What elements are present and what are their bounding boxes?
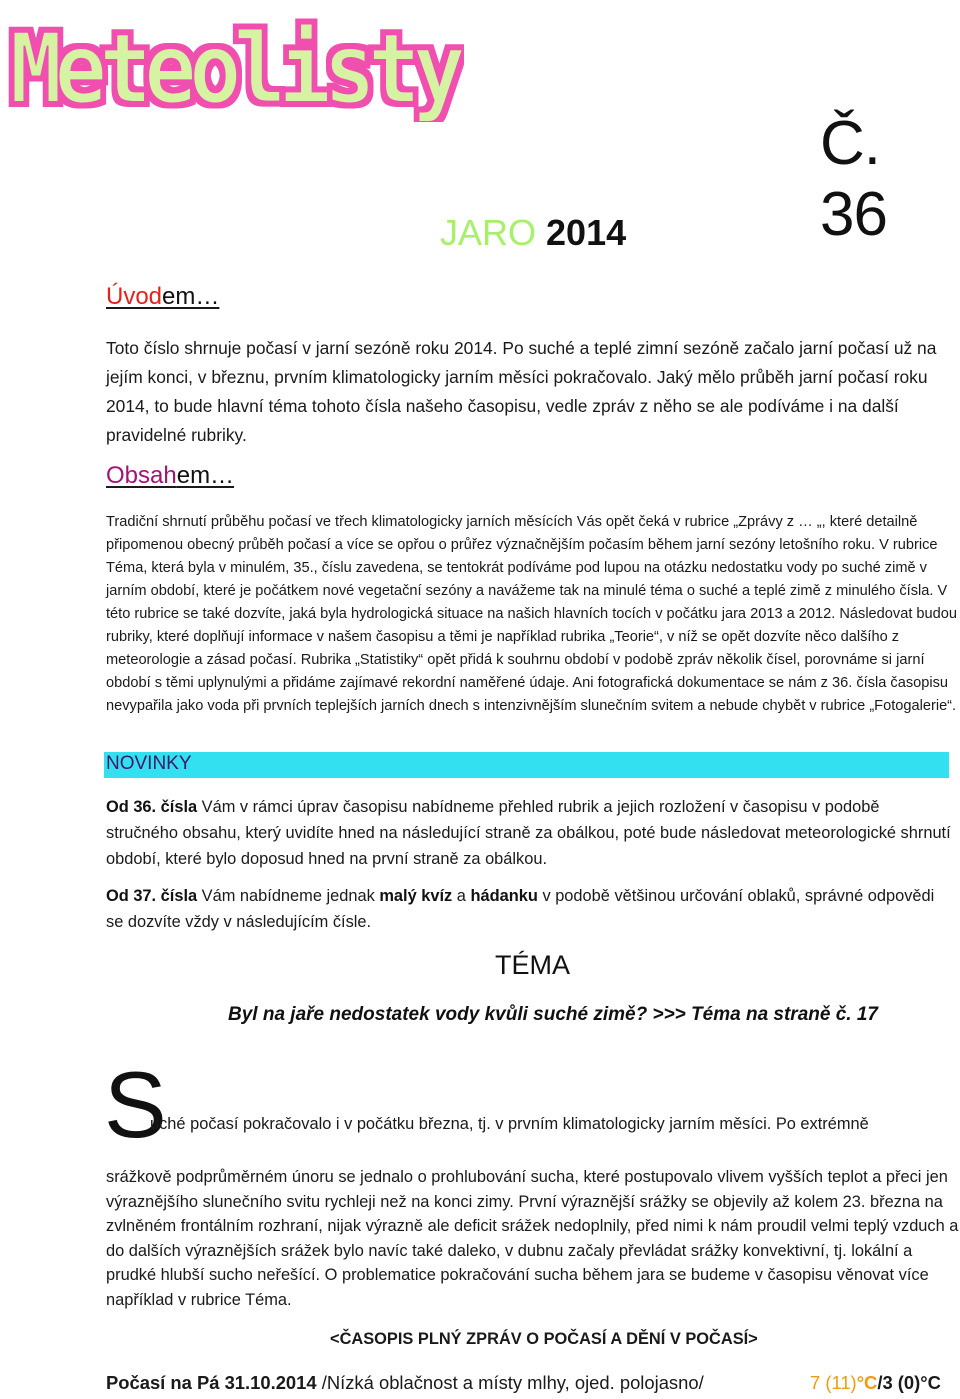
temp-min-alt: (0): [892, 1372, 921, 1393]
logo-text: Meteolisty: [10, 13, 464, 122]
theme-heading: TÉMA: [495, 950, 571, 980]
heading-uvod: [106, 283, 219, 311]
news-item-1-text: Vám v rámci úprav časopisu nabídneme přehled rubrik a jejich rozložení v časopisu v podobě stručného obsahu, který uvidíte hned na následující straně za obálkou, poté bude následovat meteorologické shrnutí období, které bylo doposud hned na první straně za obálkou.: [106, 798, 951, 868]
issue-number: Č. 36: [820, 109, 887, 249]
contents-paragraph: Tradiční shrnutí průběhu počasí ve třech klimatologicky jarních měsících Vás opět čeká v rubrice „Zprávy z … „, které detailně připomenou obecný průběh počasí a více se opřou o průřez význačnějším počasím během jarní sezóny letošního roku. V rubrice Téma, která byla v minulém, 35., číslu zavedena, se tentokrát podíváme pod lupou na otázku nedostatku vody po suché zimě v jarním období, které je počátkem nové vegetační sezóny a navážeme tak na minulé téma o suché a teplé zimě z minulého čísla. V této rubrice se také dozvíte, jaká byla hydrologická situace na našich hlavních tocích v počátku jara 2013 a 2012. Následovat budou rubriky, které doplňují informace v našem časopisu a těmi je například rubrika „Teorie“, v níž se opět dozvíte něco dalšího z meteorologie a zásad počasí. Rubrika „Statistiky“ opět přidá k souhrnu období v podobě zpráv několik čísel, porovnáme si jarní období s těmi uplynulými a přidáme zajímavé rekordní naměřené údaje. Ani fotografická dokumentace se nám z 36. čísla časopisu nevypařila jako voda při prvních teplejších jarních dnech s intenzivnějším slunečním svitem a nebude chybět v rubrice „Fotogalerie“.: [106, 514, 958, 714]
forecast-description: /Nízká oblačnost a místy mlhy, ojed. polojasno/: [316, 1372, 704, 1393]
season-title: [440, 212, 626, 254]
news-item-2-lead: Od 37. čísla: [106, 887, 198, 905]
news-item-2-quiz: malý kvíz: [379, 887, 453, 905]
article-body: srážkově podprůměrném únoru se jednalo o prohlubování sucha, které postupovalo vlivem vyšších teplot a přeci jen výraznějšího slunečního svitu rychleji než na konci zimy. První výraznější srážky se objevily až kolem 23. března na zvlněném frontálním rozhraní, nijak výrazně ale deficit srážek nedoplnily, před nimi k nám proudil velmi teplý vzduch a do dalších výraznějších srážek bylo navíc také daleko, v dubnu začaly převládat srážky konvektivní, tj. lokální a prudké hlubší sucho neřešící. O problematice pokračování sucha během jara se budeme v časopisu věnovat více například v rubrice Téma.: [106, 1168, 959, 1309]
heading-obsah-part2: em…: [176, 462, 235, 489]
forecast-label: Počasí na Pá 31.10.2014: [106, 1372, 317, 1393]
forecast-line: [106, 1372, 704, 1394]
news-heading: NOVINKY: [106, 753, 192, 774]
news-item-2-text-a: Vám nabídneme jednak: [197, 887, 380, 905]
intro-paragraph: Toto číslo shrnuje počasí v jarní sezóně roku 2014. Po suché a teplé zimní sezóně začalo jarní počasí už na jejím konci, v březnu, prvním klimatologicky jarním měsíci pokračovalo. Jaký mělo průběh jarní počasí roku 2014, to bude hlavní téma tohoto čísla našeho časopisu, vedle zpráv z něho se ale podíváme i na další pravidelné rubriky.: [106, 338, 937, 445]
heading-uvod-part1: Úvod: [106, 283, 163, 310]
temp-min: 3: [882, 1372, 893, 1393]
temp-separator: /: [877, 1372, 883, 1393]
forecast-temperatures: [810, 1372, 941, 1394]
temp-max: 7: [810, 1372, 821, 1393]
news-item-2-text-b: a: [452, 887, 471, 905]
temp-max-alt: (11): [820, 1372, 857, 1393]
heading-obsah-part1: Obsah: [106, 462, 177, 489]
article-lead: uché počasí pokračovalo i v počátku března, tj. v prvním klimatologicky jarním měsíci. Po extrémně: [150, 1115, 869, 1133]
news-item-2-text-c: v podobě většinou určování oblaků, správné odpovědi se dozvíte vždy v následujícím čísle.: [106, 887, 935, 931]
season-year: 2014: [546, 212, 627, 253]
news-item-1-lead: Od 36. čísla: [106, 798, 198, 816]
news-bar: [104, 752, 949, 778]
heading-uvod-part2: em…: [162, 283, 220, 310]
temp-unit-2: °C: [920, 1372, 941, 1393]
temp-unit-1: °C: [856, 1372, 878, 1393]
article-dropcap: S: [104, 1052, 167, 1157]
slogan: <ČASOPIS PLNÝ ZPRÁV O POČASÍ A DĚNÍ V POČASÍ>: [330, 1330, 758, 1348]
meteolisty-logo: [4, 4, 464, 122]
theme-question: Byl na jaře nedostatek vody kvůli suché zimě? >>> Téma na straně č. 17: [228, 1004, 878, 1025]
news-item-2: [106, 883, 956, 935]
news-item-2-riddle: hádanku: [470, 887, 538, 905]
heading-obsah: [106, 462, 234, 490]
news-item-1: [106, 794, 956, 872]
season-word: JARO: [440, 212, 537, 253]
